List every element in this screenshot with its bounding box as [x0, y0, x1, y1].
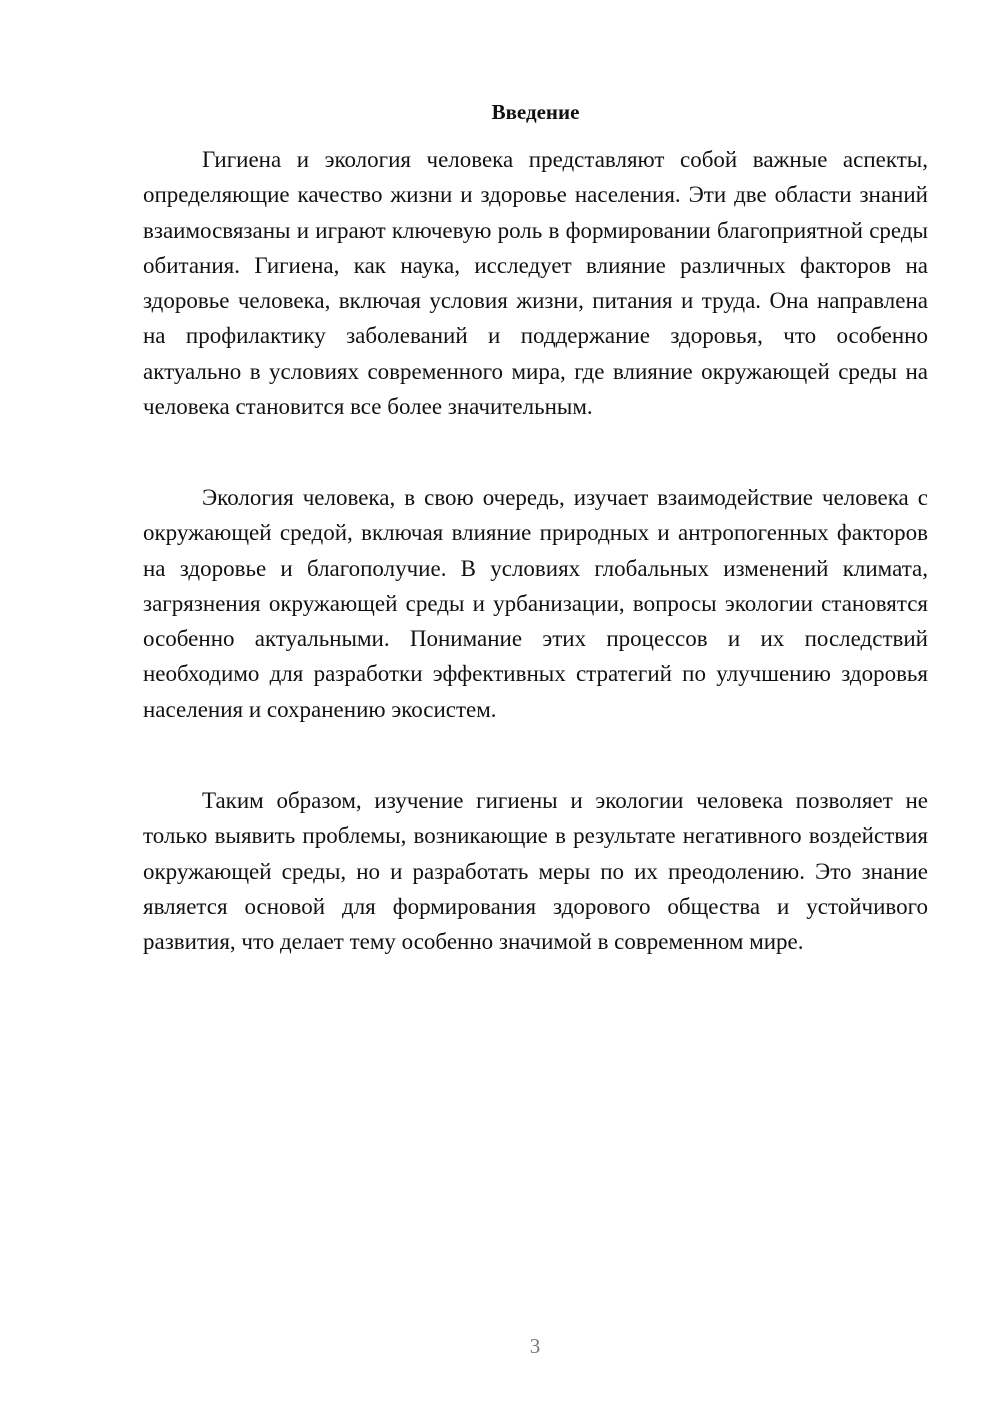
paragraph-3: Таким образом, изучение гигиены и экологии человека позволяет не только выявить проблемы, возникающие в результате негативного воздействия окружающей среды, но и разработать меры по их преодолению. Это знание является основой для формирования здорового общества и устойчивого развития, что делает тему особенно значимой в современном мире. [143, 788, 928, 955]
section-title: Введение [491, 100, 580, 124]
page-number: 3 [529, 1334, 541, 1358]
paragraph-2: Экология человека, в свою очередь, изучает взаимодействие человека с окружающей средой, включая влияние природных и антропогенных факторов на здоровье и благополучие. В условиях глобальных изменений климата, загрязнения окружающей среды и урбанизации, вопросы экологии становятся особенно актуальными. Понимание этих процессов и их последствий необходимо для разработки эффективных стратегий по улучшению здоровья населения и сохранению экосистем. [143, 485, 928, 722]
paragraph-1: Гигиена и экология человека представляют собой важные аспекты, определяющие качество жизни и здоровье населения. Эти две области знаний взаимосвязаны и играют ключевую роль в формировании благоприятной среды обитания. Гигиена, как наука, исследует влияние различных факторов на здоровье человека, включая условия жизни, питания и труда. Она направлена на профилактику заболеваний и поддержание здоровья, что особенно актуально в условиях современного мира, где влияние окружающей среды на человека становится все более значительным. [143, 147, 928, 420]
